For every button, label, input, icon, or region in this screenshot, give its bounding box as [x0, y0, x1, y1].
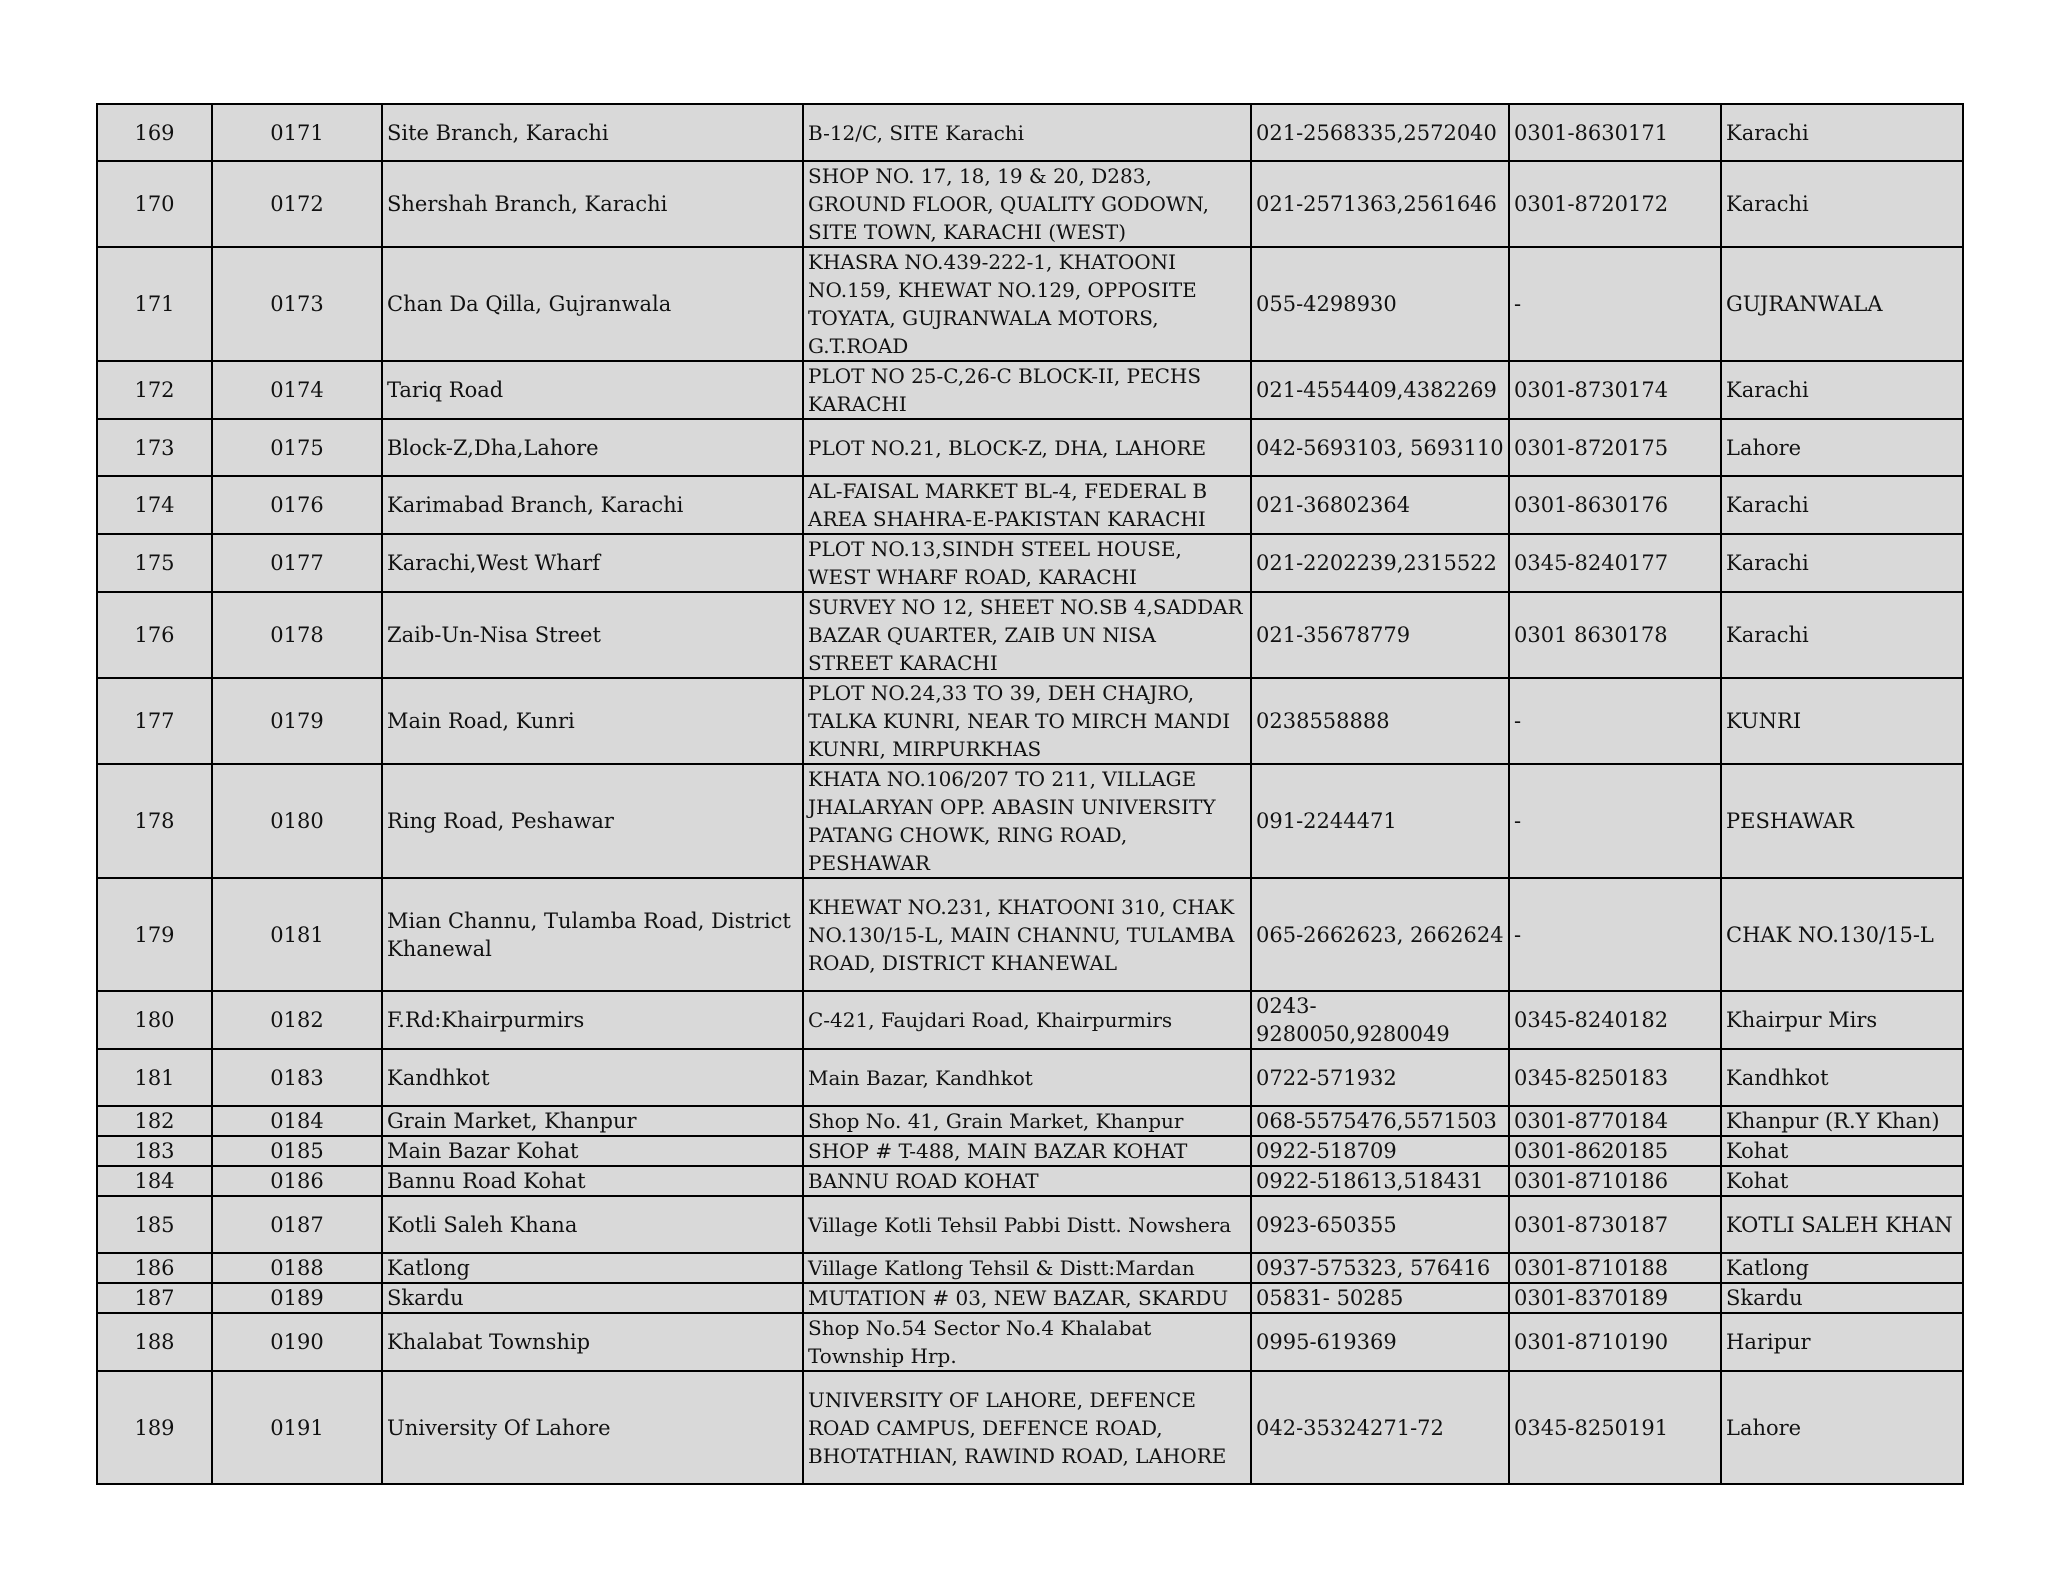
branch-name-cell: Khalabat Township	[382, 1313, 803, 1371]
branch-code-cell: 0179	[212, 678, 382, 764]
city-cell: Lahore	[1721, 1371, 1963, 1484]
table-row	[97, 361, 1963, 419]
city-cell: Karachi	[1721, 534, 1963, 592]
phone-number-cell: 021-4554409,4382269	[1251, 361, 1509, 419]
serial-number-cell: 182	[97, 1106, 212, 1136]
mobile-number-cell: 0301-8710186	[1509, 1166, 1721, 1196]
branch-code-cell: 0188	[212, 1253, 382, 1283]
serial-number-cell: 186	[97, 1253, 212, 1283]
branch-address-cell: Shop No. 41, Grain Market, Khanpur	[803, 1106, 1251, 1136]
city-cell: GUJRANWALA	[1721, 247, 1963, 361]
serial-number-cell: 173	[97, 419, 212, 476]
branch-code-cell: 0174	[212, 361, 382, 419]
city-cell: Kohat	[1721, 1166, 1963, 1196]
branch-address-cell: SHOP # T-488, MAIN BAZAR KOHAT	[803, 1136, 1251, 1166]
branch-address-cell: PLOT NO.13,SINDH STEEL HOUSE, WEST WHARF ROAD, KARACHI	[803, 534, 1251, 592]
table-row	[97, 1313, 1963, 1371]
phone-number-cell: 042-35324271-72	[1251, 1371, 1509, 1484]
branch-table-body	[97, 104, 1963, 1484]
branch-address-cell: AL-FAISAL MARKET BL-4, FEDERAL B AREA SHAHRA-E-PAKISTAN KARACHI	[803, 476, 1251, 534]
table-row	[97, 592, 1963, 678]
branch-code-cell: 0191	[212, 1371, 382, 1484]
branch-name-cell: Katlong	[382, 1253, 803, 1283]
branch-name-cell: Zaib-Un-Nisa Street	[382, 592, 803, 678]
branch-address-cell: PLOT NO.24,33 TO 39, DEH CHAJRO, TALKA KUNRI, NEAR TO MIRCH MANDI KUNRI, MIRPURKHAS	[803, 678, 1251, 764]
branch-address-cell: PLOT NO.21, BLOCK-Z, DHA, LAHORE	[803, 419, 1251, 476]
table-row	[97, 1166, 1963, 1196]
city-cell: Haripur	[1721, 1313, 1963, 1371]
branch-name-cell: Bannu Road Kohat	[382, 1166, 803, 1196]
branch-address-cell: B-12/C, SITE Karachi	[803, 104, 1251, 161]
phone-number-cell: 021-2568335,2572040	[1251, 104, 1509, 161]
branch-name-cell: Chan Da Qilla, Gujranwala	[382, 247, 803, 361]
serial-number-cell: 176	[97, 592, 212, 678]
branch-name-cell: Kotli Saleh Khana	[382, 1196, 803, 1253]
phone-number-cell: 021-36802364	[1251, 476, 1509, 534]
branch-name-cell: Skardu	[382, 1283, 803, 1313]
branch-code-cell: 0184	[212, 1106, 382, 1136]
phone-number-cell: 042-5693103, 5693110	[1251, 419, 1509, 476]
table-row	[97, 419, 1963, 476]
table-row	[97, 161, 1963, 247]
branch-address-cell: UNIVERSITY OF LAHORE, DEFENCE ROAD CAMPUS, DEFENCE ROAD, BHOTATHIAN, RAWIND ROAD, LAHORE	[803, 1371, 1251, 1484]
city-cell: PESHAWAR	[1721, 764, 1963, 878]
branch-name-cell: Main Bazar Kohat	[382, 1136, 803, 1166]
branch-address-cell: KHASRA NO.439-222-1, KHATOONI NO.159, KHEWAT NO.129, OPPOSITE TOYATA, GUJRANWALA MOTORS, G.T.ROAD	[803, 247, 1251, 361]
branch-address-cell: Village Katlong Tehsil & Distt:Mardan	[803, 1253, 1251, 1283]
mobile-number-cell: 0301-8730187	[1509, 1196, 1721, 1253]
branch-name-cell: Karimabad Branch, Karachi	[382, 476, 803, 534]
mobile-number-cell: 0301-8630171	[1509, 104, 1721, 161]
city-cell: Karachi	[1721, 104, 1963, 161]
branch-name-cell: Kandhkot	[382, 1049, 803, 1106]
phone-number-cell: 065-2662623, 2662624	[1251, 878, 1509, 991]
table-row	[97, 678, 1963, 764]
branch-address-cell: SHOP NO. 17, 18, 19 & 20, D283, GROUND FLOOR, QUALITY GODOWN, SITE TOWN, KARACHI (WEST)	[803, 161, 1251, 247]
phone-number-cell: 055-4298930	[1251, 247, 1509, 361]
serial-number-cell: 181	[97, 1049, 212, 1106]
serial-number-cell: 175	[97, 534, 212, 592]
branch-code-cell: 0171	[212, 104, 382, 161]
phone-number-cell: 0923-650355	[1251, 1196, 1509, 1253]
table-row	[97, 1136, 1963, 1166]
serial-number-cell: 172	[97, 361, 212, 419]
branch-table	[96, 103, 1964, 1485]
serial-number-cell: 170	[97, 161, 212, 247]
branch-address-cell: C-421, Faujdari Road, Khairpurmirs	[803, 991, 1251, 1049]
city-cell: Karachi	[1721, 476, 1963, 534]
branch-address-cell: SURVEY NO 12, SHEET NO.SB 4,SADDAR BAZAR QUARTER, ZAIB UN NISA STREET KARACHI	[803, 592, 1251, 678]
mobile-number-cell: 0345-8250183	[1509, 1049, 1721, 1106]
city-cell: CHAK NO.130/15-L	[1721, 878, 1963, 991]
mobile-number-cell: 0301-8720172	[1509, 161, 1721, 247]
mobile-number-cell: 0301-8720175	[1509, 419, 1721, 476]
mobile-number-cell: 0301-8630176	[1509, 476, 1721, 534]
city-cell: Karachi	[1721, 361, 1963, 419]
branch-address-cell: BANNU ROAD KOHAT	[803, 1166, 1251, 1196]
mobile-number-cell: -	[1509, 878, 1721, 991]
serial-number-cell: 184	[97, 1166, 212, 1196]
serial-number-cell: 178	[97, 764, 212, 878]
phone-number-cell: 021-2202239,2315522	[1251, 534, 1509, 592]
branch-code-cell: 0176	[212, 476, 382, 534]
city-cell: Kohat	[1721, 1136, 1963, 1166]
city-cell: Skardu	[1721, 1283, 1963, 1313]
phone-number-cell: 0922-518613,518431	[1251, 1166, 1509, 1196]
mobile-number-cell: 0301 8630178	[1509, 592, 1721, 678]
city-cell: Khanpur (R.Y Khan)	[1721, 1106, 1963, 1136]
mobile-number-cell: 0345-8240177	[1509, 534, 1721, 592]
branch-code-cell: 0190	[212, 1313, 382, 1371]
serial-number-cell: 179	[97, 878, 212, 991]
mobile-number-cell: -	[1509, 678, 1721, 764]
city-cell: KOTLI SALEH KHAN	[1721, 1196, 1963, 1253]
table-row	[97, 878, 1963, 991]
phone-number-cell: 021-2571363,2561646	[1251, 161, 1509, 247]
table-row	[97, 1371, 1963, 1484]
table-row	[97, 1049, 1963, 1106]
branch-name-cell: Block-Z,Dha,Lahore	[382, 419, 803, 476]
branch-address-cell: PLOT NO 25-C,26-C BLOCK-II, PECHS KARACHI	[803, 361, 1251, 419]
city-cell: Khairpur Mirs	[1721, 991, 1963, 1049]
city-cell: Karachi	[1721, 592, 1963, 678]
branch-address-cell: KHEWAT NO.231, KHATOONI 310, CHAK NO.130/15-L, MAIN CHANNU, TULAMBA ROAD, DISTRICT KHANEWAL	[803, 878, 1251, 991]
phone-number-cell: 091-2244471	[1251, 764, 1509, 878]
city-cell: KUNRI	[1721, 678, 1963, 764]
city-cell: Kandhkot	[1721, 1049, 1963, 1106]
branch-name-cell: Shershah Branch, Karachi	[382, 161, 803, 247]
branch-name-cell: Main Road, Kunri	[382, 678, 803, 764]
branch-code-cell: 0172	[212, 161, 382, 247]
branch-code-cell: 0173	[212, 247, 382, 361]
table-row	[97, 247, 1963, 361]
branch-name-cell: Mian Channu, Tulamba Road, District Khanewal	[382, 878, 803, 991]
city-cell: Katlong	[1721, 1253, 1963, 1283]
phone-number-cell: 068-5575476,5571503	[1251, 1106, 1509, 1136]
city-cell: Karachi	[1721, 161, 1963, 247]
branch-name-cell: Site Branch, Karachi	[382, 104, 803, 161]
table-row	[97, 1253, 1963, 1283]
mobile-number-cell: -	[1509, 764, 1721, 878]
table-row	[97, 1283, 1963, 1313]
mobile-number-cell: 0301-8620185	[1509, 1136, 1721, 1166]
table-row	[97, 991, 1963, 1049]
branch-code-cell: 0180	[212, 764, 382, 878]
serial-number-cell: 174	[97, 476, 212, 534]
mobile-number-cell: 0345-8240182	[1509, 991, 1721, 1049]
serial-number-cell: 180	[97, 991, 212, 1049]
table-row	[97, 104, 1963, 161]
phone-number-cell: 0243-9280050,9280049	[1251, 991, 1509, 1049]
phone-number-cell: 021-35678779	[1251, 592, 1509, 678]
branch-name-cell: Grain Market, Khanpur	[382, 1106, 803, 1136]
city-cell: Lahore	[1721, 419, 1963, 476]
branch-code-cell: 0175	[212, 419, 382, 476]
serial-number-cell: 171	[97, 247, 212, 361]
branch-code-cell: 0183	[212, 1049, 382, 1106]
phone-number-cell: 05831- 50285	[1251, 1283, 1509, 1313]
phone-number-cell: 0238558888	[1251, 678, 1509, 764]
serial-number-cell: 177	[97, 678, 212, 764]
mobile-number-cell: 0301-8710188	[1509, 1253, 1721, 1283]
branch-code-cell: 0181	[212, 878, 382, 991]
table-row	[97, 476, 1963, 534]
serial-number-cell: 185	[97, 1196, 212, 1253]
mobile-number-cell: 0301-8730174	[1509, 361, 1721, 419]
branch-address-cell: KHATA NO.106/207 TO 211, VILLAGE JHALARYAN OPP. ABASIN UNIVERSITY PATANG CHOWK, RING ROAD, PESHAWAR	[803, 764, 1251, 878]
branch-name-cell: University Of Lahore	[382, 1371, 803, 1484]
branch-code-cell: 0185	[212, 1136, 382, 1166]
serial-number-cell: 169	[97, 104, 212, 161]
branch-address-cell: Shop No.54 Sector No.4 Khalabat Township Hrp.	[803, 1313, 1251, 1371]
branch-code-cell: 0189	[212, 1283, 382, 1313]
mobile-number-cell: -	[1509, 247, 1721, 361]
table-row	[97, 764, 1963, 878]
branch-name-cell: Ring Road, Peshawar	[382, 764, 803, 878]
table-row	[97, 1106, 1963, 1136]
branch-code-cell: 0182	[212, 991, 382, 1049]
branch-code-cell: 0187	[212, 1196, 382, 1253]
phone-number-cell: 0937-575323, 576416	[1251, 1253, 1509, 1283]
serial-number-cell: 189	[97, 1371, 212, 1484]
branch-name-cell: F.Rd:Khairpurmirs	[382, 991, 803, 1049]
table-row	[97, 1196, 1963, 1253]
mobile-number-cell: 0301-8370189	[1509, 1283, 1721, 1313]
branch-name-cell: Tariq Road	[382, 361, 803, 419]
serial-number-cell: 188	[97, 1313, 212, 1371]
branch-name-cell: Karachi,West Wharf	[382, 534, 803, 592]
branch-address-cell: Main Bazar, Kandhkot	[803, 1049, 1251, 1106]
branch-code-cell: 0178	[212, 592, 382, 678]
serial-number-cell: 187	[97, 1283, 212, 1313]
branch-code-cell: 0186	[212, 1166, 382, 1196]
serial-number-cell: 183	[97, 1136, 212, 1166]
table-row	[97, 534, 1963, 592]
mobile-number-cell: 0301-8770184	[1509, 1106, 1721, 1136]
mobile-number-cell: 0301-8710190	[1509, 1313, 1721, 1371]
branch-address-cell: MUTATION # 03, NEW BAZAR, SKARDU	[803, 1283, 1251, 1313]
mobile-number-cell: 0345-8250191	[1509, 1371, 1721, 1484]
branch-address-cell: Village Kotli Tehsil Pabbi Distt. Nowshera	[803, 1196, 1251, 1253]
phone-number-cell: 0995-619369	[1251, 1313, 1509, 1371]
phone-number-cell: 0722-571932	[1251, 1049, 1509, 1106]
phone-number-cell: 0922-518709	[1251, 1136, 1509, 1166]
branch-code-cell: 0177	[212, 534, 382, 592]
